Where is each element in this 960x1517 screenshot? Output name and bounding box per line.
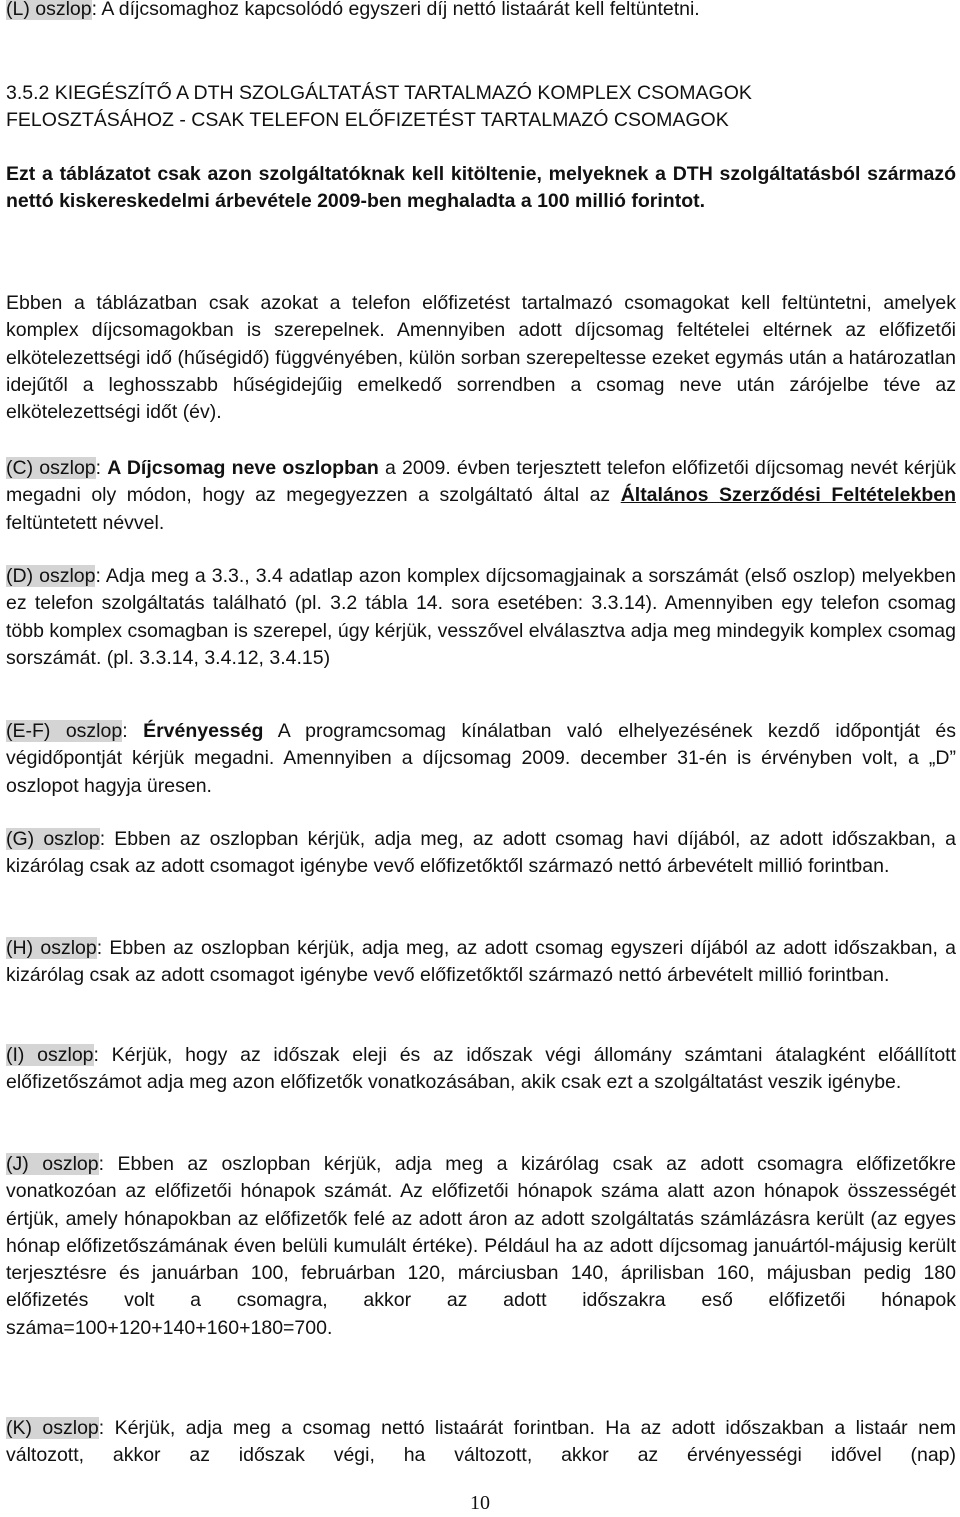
column-c-colon: : xyxy=(95,457,108,479)
paragraph-column-h xyxy=(6,935,956,990)
column-c-text1: a 2009. évben terjesztett telefon előfizetői díjcsomag nevét kérjük megadni oly módon, hogy az megegyezzen a szolgáltató által az xyxy=(6,457,956,507)
column-d-text: : Adja meg a 3.3., 3.4 adatlap azon komplex díjcsomagjainak a sorszámát (első oszlop) melyekben ez telefon szolgáltatás található (pl. 3.2 tábla 14. sora esetében: 3.3.14). Amennyiben egy telefon csomag több komplex csomagban is szerepel, úgy kérjük, vesszővel elválasztva adja meg mindegyik komplex csomag sorszámát. (pl. 3.3.14, 3.4.12, 3.4.15) xyxy=(6,565,956,669)
paragraph-column-d xyxy=(6,563,956,672)
paragraph-column-l xyxy=(6,0,956,23)
column-tag-k: (K) oszlop xyxy=(6,1417,99,1439)
paragraph-column-k xyxy=(6,1415,956,1470)
paragraph-ebben: Ebben a táblázatban csak azokat a telefon előfizetést tartalmazó csomagokat kell feltüntetni, amelyek komplex díjcsomagokban is szerepelnek. Amennyiben adott díjcsomag feltételei eltérnek az előfizetői elkötelezettségi idő (hűségidő) függvényében, külön sorban szerepeltesse ezeket egymás után a határozatlan idejűtől a leghosszabb hűségidejűig emelkedő sorrendben a csomag neve után zárójelbe téve az elkötelezettségi időt (év). xyxy=(6,292,956,424)
paragraph-column-j xyxy=(6,1151,956,1342)
paragraph-column-c xyxy=(6,455,956,537)
column-j-text: : Ebben az oszlopban kérjük, adja meg a kizárólag csak az adott csomagra előfizetőkre vonatkozóan az előfizetői hónapok számát. Az előfizetői hónapok száma alatt azon hónapok összességét értjük, amely hónapokban az előfizetők felé az adott áron az adott szolgáltatás számlázásra került (az egyes hónap előfizetőszámának éven belüli kumulált értéke). Például ha az adott díjcsomag januártól-májusig került terjesztésre és januárban 100, februárban 120, márciusban 140, áprilisban 160, májusban pedig 180 előfizetés volt a csomagra, akkor az adott időszakra eső előfizetői hónapok száma=100+120+140+160+180=700. xyxy=(6,1153,956,1339)
column-c-aszf: Általános Szerződési Feltételekben xyxy=(620,484,956,507)
page-number: 10 xyxy=(470,1492,490,1514)
intro-paragraph: Ezt a táblázatot csak azon szolgáltatóknak kell kitöltenie, melyeknek a DTH szolgáltatásból származó nettó kiskereskedelmi árbevétele 2009-ben meghaladta a 100 millió forintot. xyxy=(6,163,956,213)
paragraph-column-g xyxy=(6,826,956,881)
column-tag-h: (H) oszlop xyxy=(6,937,97,959)
column-g-text: : Ebben az oszlopban kérjük, adja meg, az adott csomag havi díjából, az adott időszakban, a kizárólag csak az adott csomagot igénybe vevő előfizetőktől származó nettó árbevételt millió forintban. xyxy=(6,828,956,878)
column-k-text: : Kérjük, adja meg a csomag nettó listaárát forintban. Ha az adott időszakban a listaár nem változott, akkor az időszak végi, ha változott, akkor az érvényességi idővel (nap) xyxy=(6,1417,957,1467)
section-heading-line1: 3.5.2 KIEGÉSZÍTŐ A DTH SZOLGÁLTATÁST TARTALMAZÓ KOMPLEX CSOMAGOK xyxy=(6,82,752,104)
paragraph-column-i xyxy=(6,1042,956,1097)
column-c-bold: A Díjcsomag neve oszlopban xyxy=(107,457,379,479)
column-ef-text: A programcsomag kínálatban való elhelyezésének kezdő időpontját és végidőpontját kérjük megadni. Amennyiben a díjcsomag 2009. december 31-én is érvényben volt, a „D” oszlopot hagyja üresen. xyxy=(6,720,956,797)
column-tag-c: (C) oszlop xyxy=(6,457,96,479)
column-ef-bold: Érvényesség xyxy=(143,720,264,742)
column-tag-i: (I) oszlop xyxy=(6,1044,94,1066)
column-h-text: : Ebben az oszlopban kérjük, adja meg, az adott csomag egyszeri díjából az adott időszakban, a kizárólag csak az adott csomagot igénybe vevő előfizetőktől származó nettó árbevételt millió forintban. xyxy=(6,937,956,987)
column-ef-colon: : xyxy=(122,720,144,742)
column-tag-j: (J) oszlop xyxy=(6,1153,99,1175)
column-tag-ef: (E-F) oszlop xyxy=(6,720,123,742)
section-heading-line2: FELOSZTÁSÁHOZ - CSAK TELEFON ELŐFIZETÉST TARTALMAZÓ CSOMAGOK xyxy=(6,109,729,131)
column-tag-g: (G) oszlop xyxy=(6,828,100,850)
column-tag-d: (D) oszlop xyxy=(6,565,96,587)
column-c-text2: feltüntetett névvel. xyxy=(6,511,165,534)
section-heading xyxy=(6,80,956,134)
paragraph-column-ef xyxy=(6,718,956,800)
column-tag-l: (L) oszlop xyxy=(6,0,92,20)
column-l-text: : A díjcsomaghoz kapcsolódó egyszeri díj nettó listaárát kell feltüntetni. xyxy=(91,0,700,20)
column-i-text: : Kérjük, hogy az időszak eleji és az időszak végi állomány számtani átalagként előállított előfizetőszámot adja meg azon előfizetők vonatkozásában, akik csak ezt a szolgáltatást veszik igénybe. xyxy=(6,1044,956,1094)
